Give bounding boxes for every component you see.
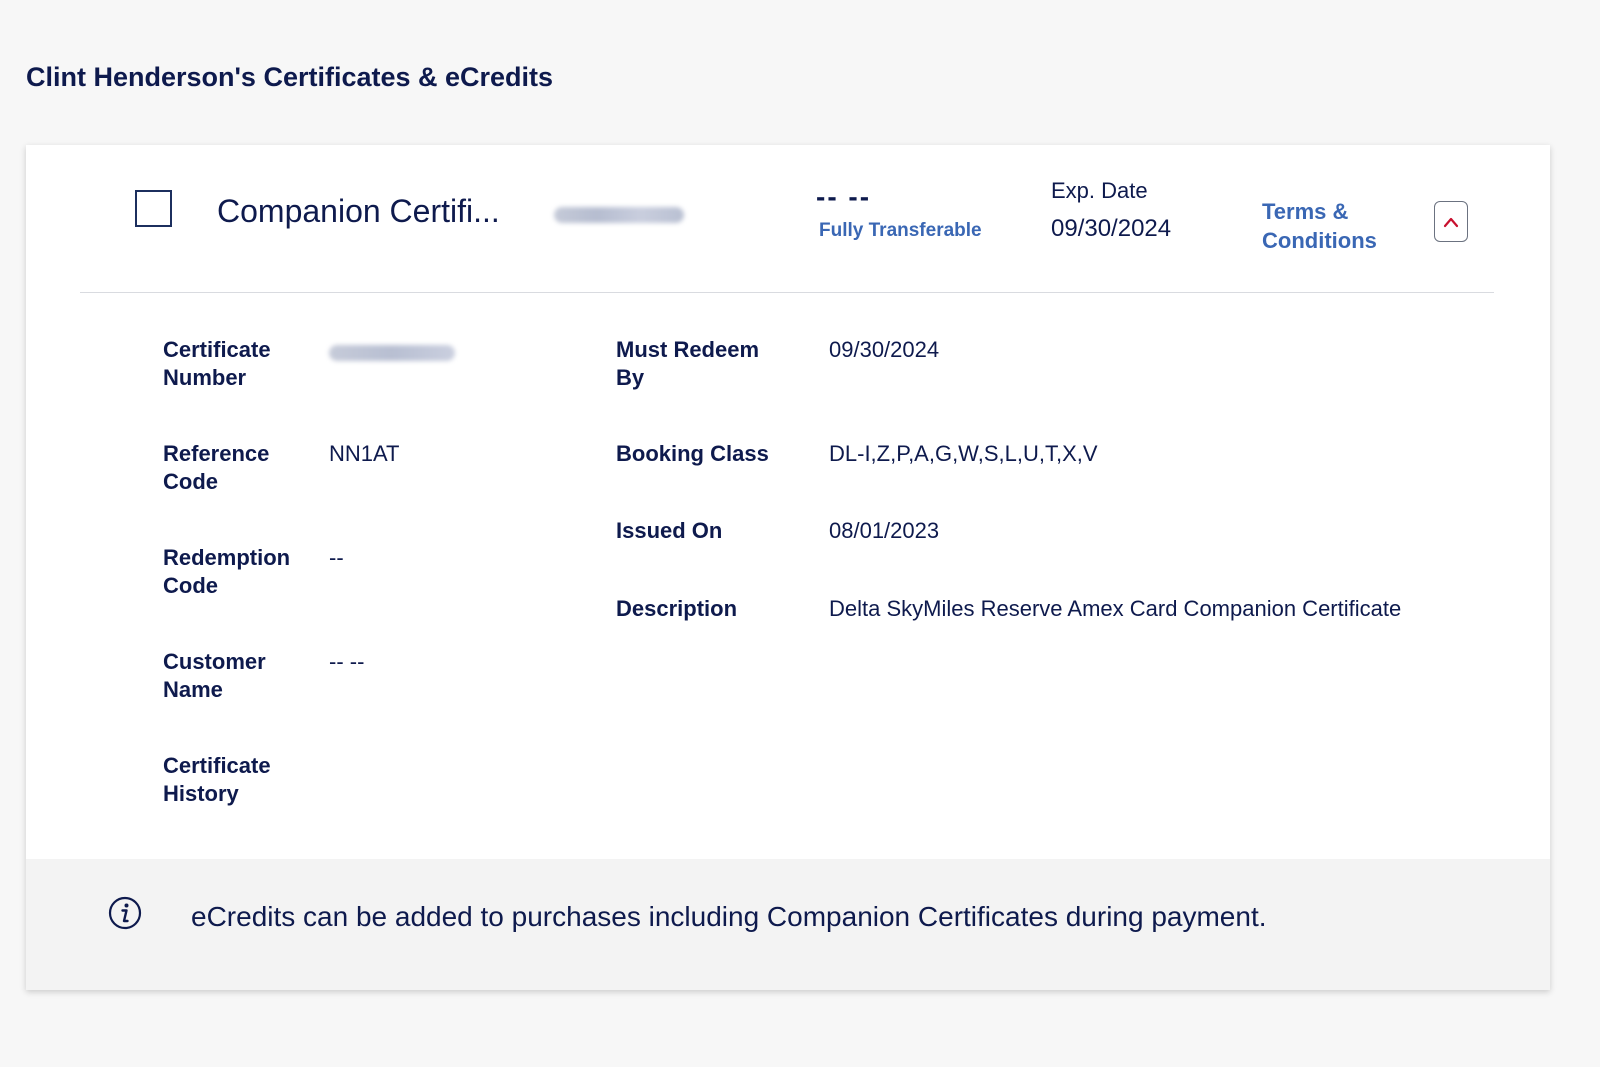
issued-on-label: Issued On [616, 518, 723, 543]
description-value: Delta SkyMiles Reserve Amex Card Companion Certificate [829, 596, 1402, 621]
redacted-certificate-number-detail [329, 345, 455, 361]
chevron-up-icon [1443, 216, 1459, 228]
redemption-code-label: Redemption Code [163, 545, 291, 598]
info-icon [108, 896, 142, 930]
redemption-code-value: -- [329, 545, 344, 570]
must-redeem-value: 09/30/2024 [829, 337, 940, 362]
certificate-history-label: Certificate History [163, 753, 271, 806]
certificate-title: Companion Certifi... [217, 193, 500, 229]
certificate-summary-row [26, 145, 1550, 293]
reference-code-label: Reference Code [163, 441, 270, 494]
collapse-details-button[interactable] [1434, 201, 1468, 242]
divider [80, 292, 1494, 293]
select-certificate-checkbox[interactable] [135, 190, 172, 227]
exp-date-value: 09/30/2024 [1051, 215, 1172, 242]
reference-code-value: NN1AT [329, 441, 400, 466]
certificate-amount: -- -- [816, 181, 872, 212]
issued-on-value: 08/01/2023 [829, 518, 940, 543]
customer-name-label: Customer Name [163, 649, 266, 702]
info-footer [26, 859, 1550, 990]
booking-class-label: Booking Class [616, 441, 769, 466]
page-title: Clint Henderson's Certificates & eCredits [26, 62, 554, 92]
redacted-certificate-number [554, 207, 684, 223]
booking-class-value: DL-I,Z,P,A,G,W,S,L,U,T,X,V [829, 441, 1098, 466]
info-message: eCredits can be added to purchases including Companion Certificates during payment. [191, 901, 1267, 932]
customer-name-value: -- -- [329, 649, 365, 674]
certificate-number-label: Certificate Number [163, 337, 271, 390]
description-label: Description [616, 596, 738, 621]
transfer-status: Fully Transferable [819, 220, 982, 241]
must-redeem-label: Must Redeem By [616, 337, 760, 390]
terms-conditions-link[interactable]: Terms & Conditions [1262, 199, 1377, 253]
exp-date-label: Exp. Date [1051, 178, 1148, 203]
certificate-card [26, 145, 1550, 990]
